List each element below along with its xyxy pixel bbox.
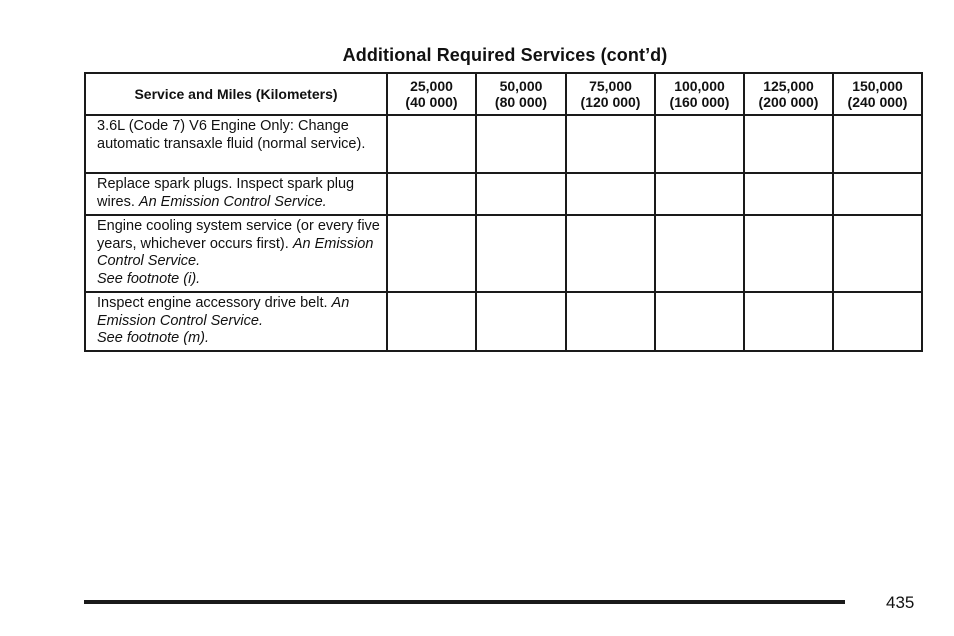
table-row [85, 292, 922, 351]
interval-cell [476, 215, 566, 292]
interval-cell [744, 215, 833, 292]
interval-cell [476, 173, 566, 215]
service-column-header: Service and Miles (Kilometers) [85, 73, 387, 115]
interval-cell [387, 292, 476, 351]
interval-cell [744, 173, 833, 215]
interval-header-100000: 100,000 (160 000) [655, 73, 744, 115]
interval-cell [744, 292, 833, 351]
service-description: Inspect engine accessory drive belt. An Emission Control Service. See footnote (m). [85, 292, 387, 351]
interval-cell [833, 115, 922, 173]
table-row [85, 215, 922, 292]
interval-cell [744, 115, 833, 173]
interval-cell [387, 173, 476, 215]
interval-cell [655, 215, 744, 292]
interval-header-75000: 75,000 (120 000) [566, 73, 655, 115]
header-row [85, 73, 922, 115]
interval-cell [655, 292, 744, 351]
service-description: Replace spark plugs. Inspect spark plug wires. An Emission Control Service. [85, 173, 387, 215]
interval-header-150000: 150,000 (240 000) [833, 73, 922, 115]
interval-cell [387, 215, 476, 292]
interval-cell [655, 115, 744, 173]
interval-cell [655, 173, 744, 215]
interval-cell [566, 115, 655, 173]
interval-cell [387, 115, 476, 173]
services-table [84, 72, 923, 352]
footer-rule [84, 600, 845, 604]
interval-cell [476, 115, 566, 173]
table-row [85, 173, 922, 215]
service-description: 3.6L (Code 7) V6 Engine Only: Change automatic transaxle fluid (normal service). [85, 115, 387, 173]
page-number: 435 [886, 593, 915, 612]
table-row [85, 115, 922, 173]
interval-cell [833, 215, 922, 292]
interval-header-125000: 125,000 (200 000) [744, 73, 833, 115]
interval-header-50000: 50,000 (80 000) [476, 73, 566, 115]
interval-cell [566, 215, 655, 292]
interval-cell [476, 292, 566, 351]
page-title: Additional Required Services (cont’d) [342, 45, 668, 65]
interval-cell [833, 292, 922, 351]
interval-cell [566, 173, 655, 215]
service-description: Engine cooling system service (or every five years, whichever occurs first). An Emission Control Service. See footnote (i). [85, 215, 387, 292]
interval-header-25000: 25,000 (40 000) [387, 73, 476, 115]
interval-cell [833, 173, 922, 215]
interval-cell [566, 292, 655, 351]
